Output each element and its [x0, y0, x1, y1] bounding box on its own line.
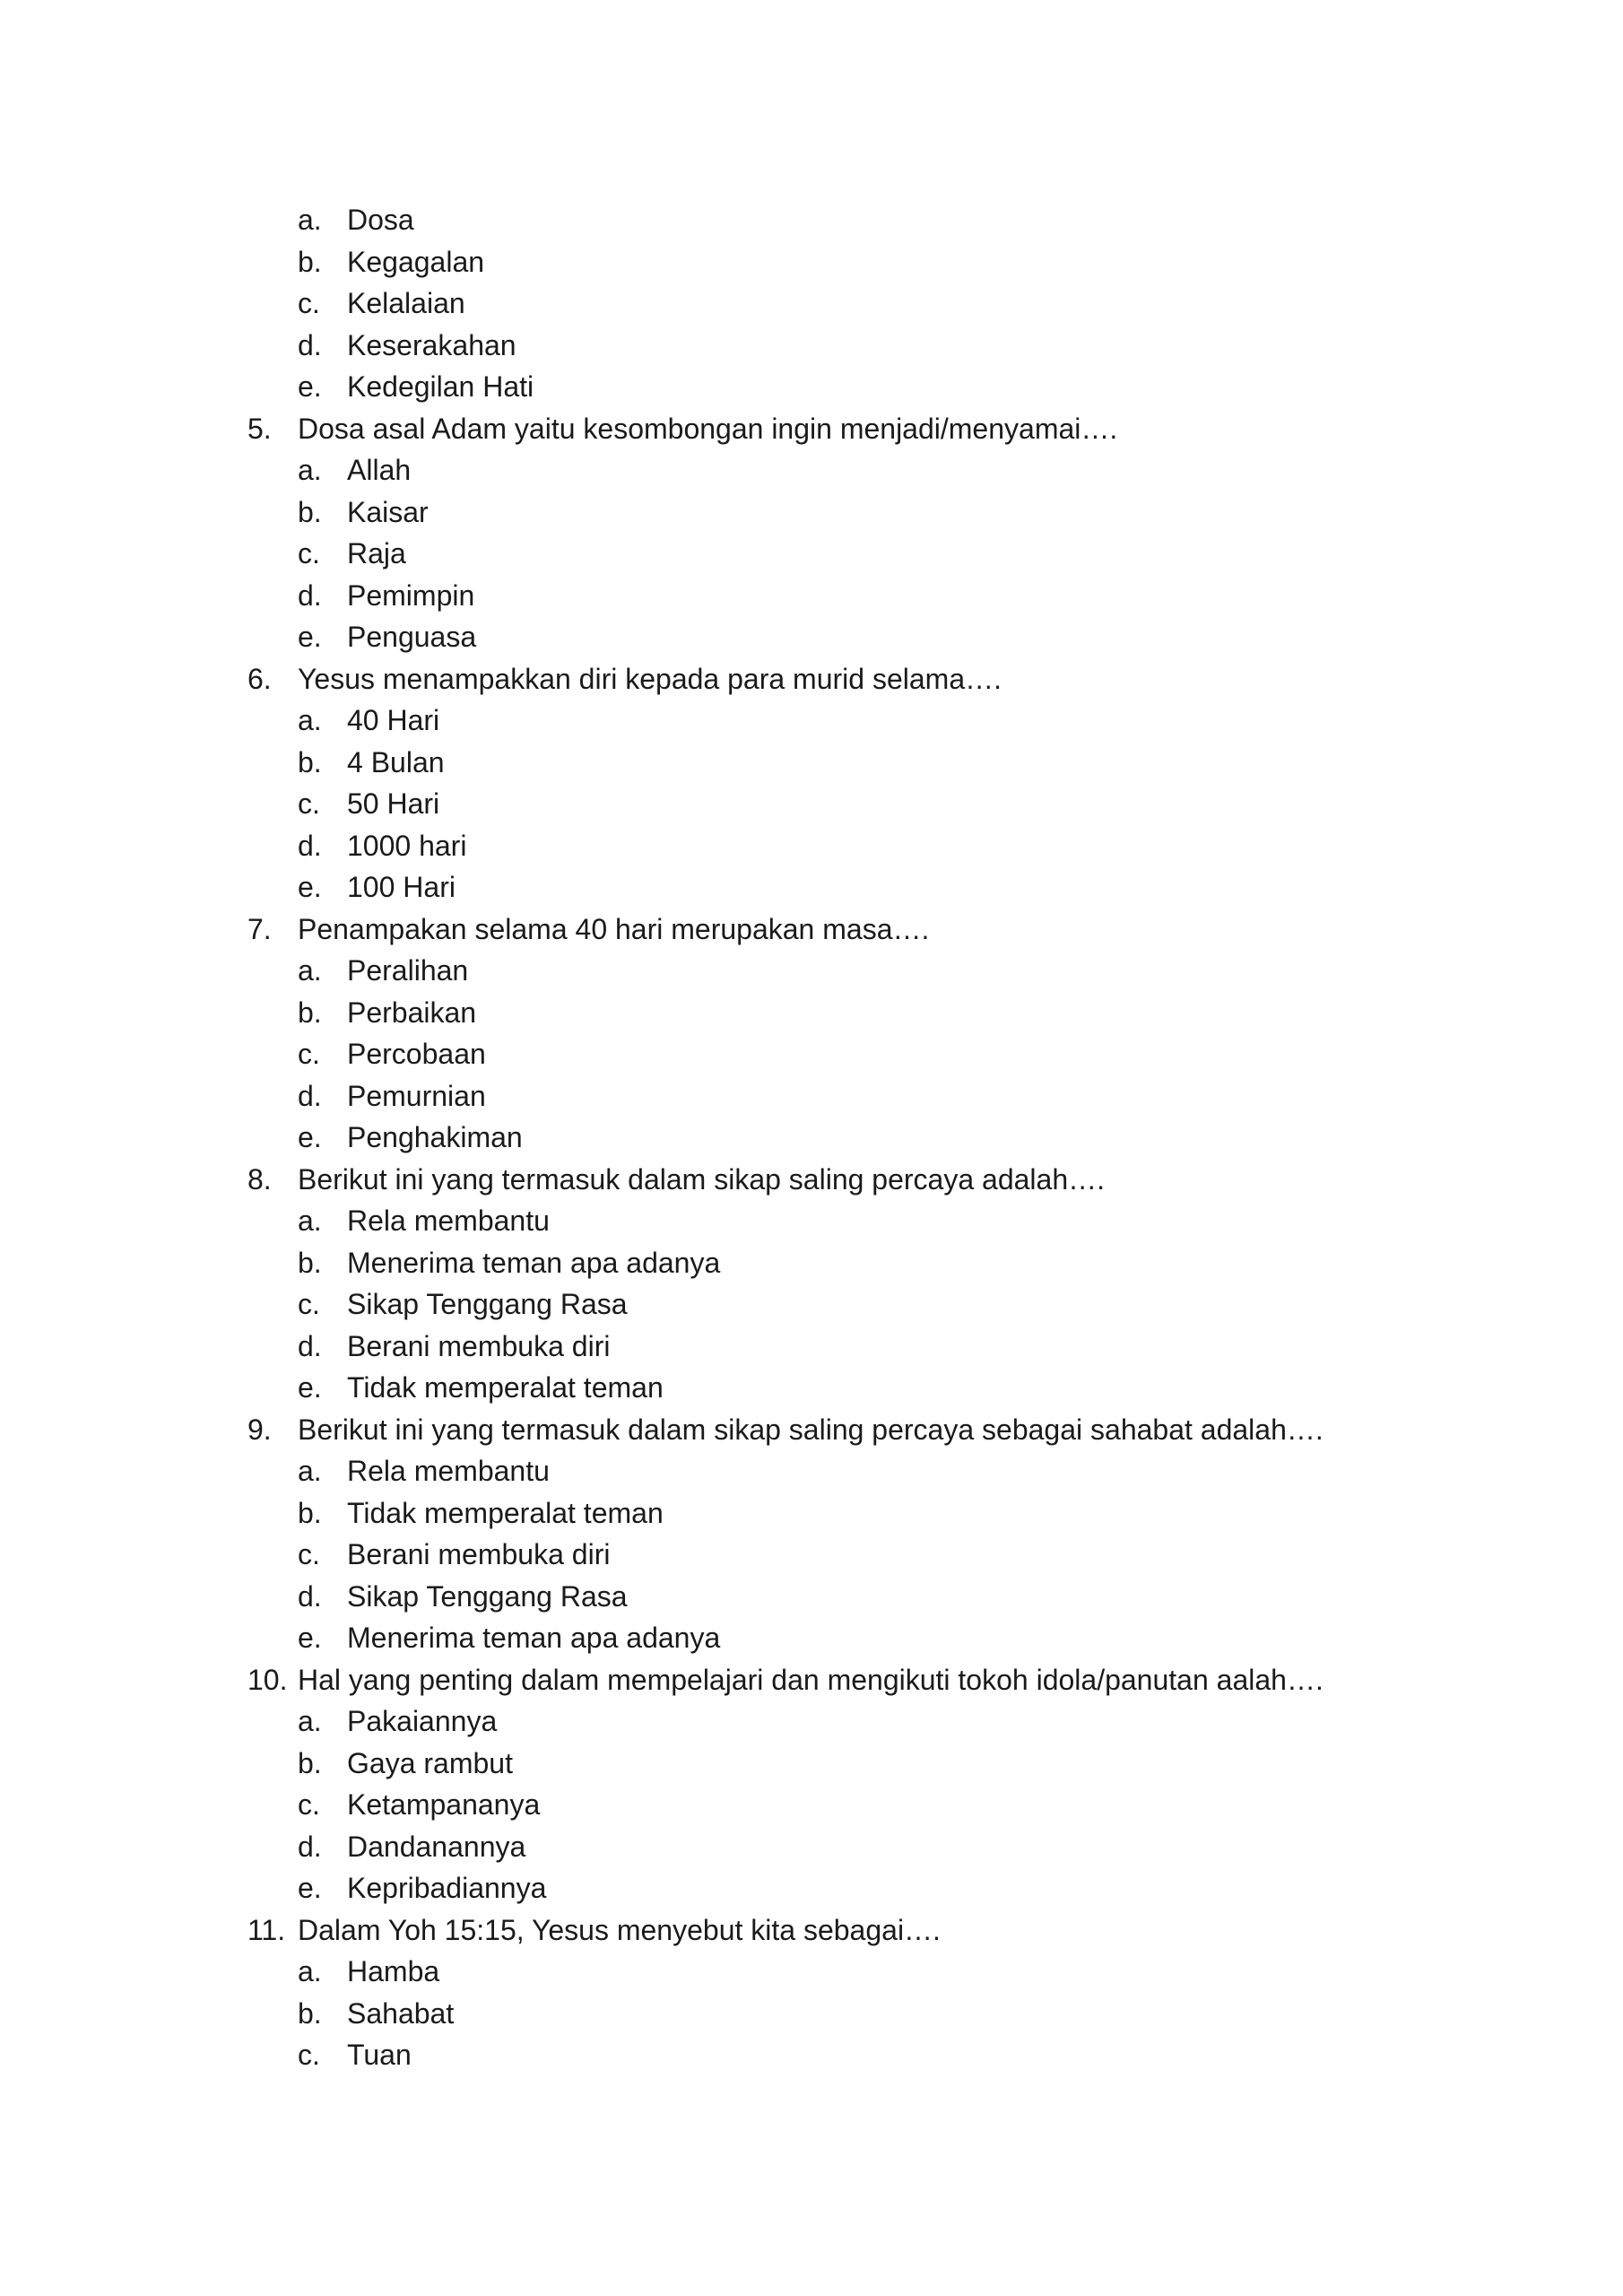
answer-option: [247, 1993, 1413, 2035]
question-text: Penampakan selama 40 hari merupakan masa….: [298, 912, 930, 945]
option-letter: c.: [298, 287, 320, 319]
question: [247, 909, 1413, 951]
option-letter: a.: [298, 204, 322, 236]
option-text: Kelalaian: [347, 287, 465, 319]
option-text: Sahabat: [347, 1996, 455, 2030]
option-text: Dandanannya: [347, 1830, 526, 1863]
answer-option: [247, 575, 1413, 617]
answer-option: [247, 1617, 1413, 1659]
option-text: Hamba: [347, 1955, 440, 1987]
answer-option: [247, 1450, 1413, 1492]
option-letter: c.: [298, 1288, 320, 1320]
question-number: 6.: [247, 662, 272, 695]
option-text: 50 Hari: [347, 787, 440, 820]
answer-option: [247, 700, 1413, 742]
option-letter: d.: [298, 1579, 322, 1613]
option-letter: a.: [298, 954, 322, 987]
option-text: Pemimpin: [347, 578, 475, 612]
answer-option: [247, 491, 1413, 534]
option-text: Rela membantu: [347, 1205, 550, 1237]
option-text: Penguasa: [347, 621, 477, 653]
answer-option: [247, 1784, 1413, 1826]
option-text: Perbaikan: [347, 996, 477, 1029]
answer-option: [247, 825, 1413, 867]
answer-option: [247, 449, 1413, 491]
question-number: 7.: [247, 912, 272, 945]
option-text: Menerima teman apa adanya: [347, 1246, 721, 1279]
option-letter: a.: [298, 1955, 322, 1987]
option-text: Dosa: [347, 204, 414, 236]
option-letter: d.: [298, 1329, 322, 1362]
option-text: Menerima teman apa adanya: [347, 1622, 721, 1654]
option-letter: e.: [298, 370, 322, 403]
option-letter: a.: [298, 704, 322, 736]
question: [247, 1409, 1413, 1451]
question-number: 5.: [247, 412, 272, 445]
option-letter: d.: [298, 328, 322, 361]
answer-option: [247, 1492, 1413, 1535]
answer-option: [247, 1576, 1413, 1618]
question-number: 11.: [247, 1913, 286, 1946]
option-letter: b.: [298, 1246, 322, 1279]
option-letter: d.: [298, 578, 322, 612]
answer-option: [247, 1826, 1413, 1868]
option-text: Keserakahan: [347, 328, 516, 361]
option-text: Sikap Tenggang Rasa: [347, 1579, 628, 1613]
option-text: Pakaiannya: [347, 1705, 498, 1737]
option-letter: c.: [298, 1538, 320, 1570]
option-letter: b.: [298, 996, 322, 1029]
option-letter: a.: [298, 1705, 322, 1737]
answer-option: [247, 533, 1413, 575]
option-text: Raja: [347, 537, 406, 570]
option-text: Gaya rambut: [347, 1746, 513, 1779]
question: [247, 1909, 1413, 1952]
answer-option: [247, 866, 1413, 909]
option-text: Rela membantu: [347, 1455, 550, 1487]
option-letter: c.: [298, 787, 320, 820]
question: [247, 658, 1413, 700]
option-letter: e.: [298, 1872, 322, 1904]
answer-option: [247, 1951, 1413, 1993]
answer-option: [247, 1033, 1413, 1075]
option-letter: b.: [298, 495, 322, 528]
option-text: Tidak memperalat teman: [347, 1371, 664, 1404]
option-text: Percobaan: [347, 1038, 486, 1070]
option-letter: c.: [298, 1038, 320, 1070]
option-text: Berani membuka diri: [347, 1538, 611, 1570]
option-letter: b.: [298, 1996, 322, 2030]
answer-option: [247, 1200, 1413, 1242]
option-letter: d.: [298, 1079, 322, 1112]
question-number: 10.: [247, 1663, 288, 1696]
option-text: Peralihan: [347, 954, 469, 987]
option-letter: e.: [298, 1121, 322, 1153]
question: [247, 1659, 1413, 1701]
option-text: Penghakiman: [347, 1121, 523, 1153]
question-number: 8.: [247, 1162, 272, 1196]
answer-option: [247, 616, 1413, 658]
option-text: Ketampananya: [347, 1788, 541, 1821]
answer-option: [247, 199, 1413, 241]
option-text: Sikap Tenggang Rasa: [347, 1288, 628, 1320]
question-text: Dalam Yoh 15:15, Yesus menyebut kita sebagai….: [298, 1913, 941, 1946]
answer-option: [247, 1242, 1413, 1284]
answer-option: [247, 1117, 1413, 1159]
answer-option: [247, 283, 1413, 325]
answer-option: [247, 1075, 1413, 1118]
option-text: Kepribadiannya: [347, 1872, 547, 1904]
answer-option: [247, 2034, 1413, 2076]
option-letter: e.: [298, 1371, 322, 1404]
question-text: Hal yang penting dalam mempelajari dan mengikuti tokoh idola/panutan aalah….: [298, 1663, 1324, 1696]
option-text: 1000 hari: [347, 829, 467, 862]
option-letter: d.: [298, 1830, 322, 1863]
question-number: 9.: [247, 1413, 272, 1446]
option-letter: e.: [298, 871, 322, 903]
option-text: Pemurnian: [347, 1079, 486, 1112]
option-text: Berani membuka diri: [347, 1329, 611, 1362]
answer-option: [247, 742, 1413, 784]
option-letter: c.: [298, 1788, 320, 1821]
answer-option: [247, 1326, 1413, 1368]
answer-option: [247, 366, 1413, 408]
option-text: Allah: [347, 454, 412, 486]
question-text: Dosa asal Adam yaitu kesombongan ingin menjadi/menyamai….: [298, 412, 1118, 445]
option-text: Kedegilan Hati: [347, 370, 534, 403]
option-letter: b.: [298, 245, 322, 278]
option-text: 40 Hari: [347, 704, 440, 736]
option-letter: c.: [298, 2039, 320, 2071]
option-letter: e.: [298, 621, 322, 653]
answer-option: [247, 1743, 1413, 1785]
question-text: Yesus menampakkan diri kepada para murid selama….: [298, 662, 1002, 695]
option-letter: e.: [298, 1622, 322, 1654]
option-letter: a.: [298, 454, 322, 486]
answer-option: [247, 241, 1413, 283]
option-text: 100 Hari: [347, 871, 456, 903]
option-text: Kaisar: [347, 495, 429, 528]
option-letter: a.: [298, 1205, 322, 1237]
answer-option: [247, 950, 1413, 992]
answer-option: [247, 783, 1413, 825]
option-letter: c.: [298, 537, 320, 570]
answer-option: [247, 1867, 1413, 1909]
question-list: [247, 199, 1413, 2076]
question: [247, 1159, 1413, 1201]
option-text: 4 Bulan: [347, 745, 445, 778]
answer-option: [247, 1700, 1413, 1743]
question-text: Berikut ini yang termasuk dalam sikap saling percaya sebagai sahabat adalah….: [298, 1413, 1324, 1446]
option-letter: b.: [298, 745, 322, 778]
option-letter: a.: [298, 1455, 322, 1487]
option-text: Tuan: [347, 2039, 412, 2071]
option-letter: b.: [298, 1746, 322, 1779]
question-text: Berikut ini yang termasuk dalam sikap saling percaya adalah….: [298, 1162, 1106, 1196]
question: [247, 408, 1413, 450]
answer-option: [247, 1283, 1413, 1326]
answer-option: [247, 325, 1413, 367]
option-letter: b.: [298, 1496, 322, 1529]
option-text: Tidak memperalat teman: [347, 1496, 664, 1529]
option-text: Kegagalan: [347, 245, 485, 278]
answer-option: [247, 1534, 1413, 1576]
answer-option: [247, 992, 1413, 1034]
answer-option: [247, 1367, 1413, 1409]
option-letter: d.: [298, 829, 322, 862]
